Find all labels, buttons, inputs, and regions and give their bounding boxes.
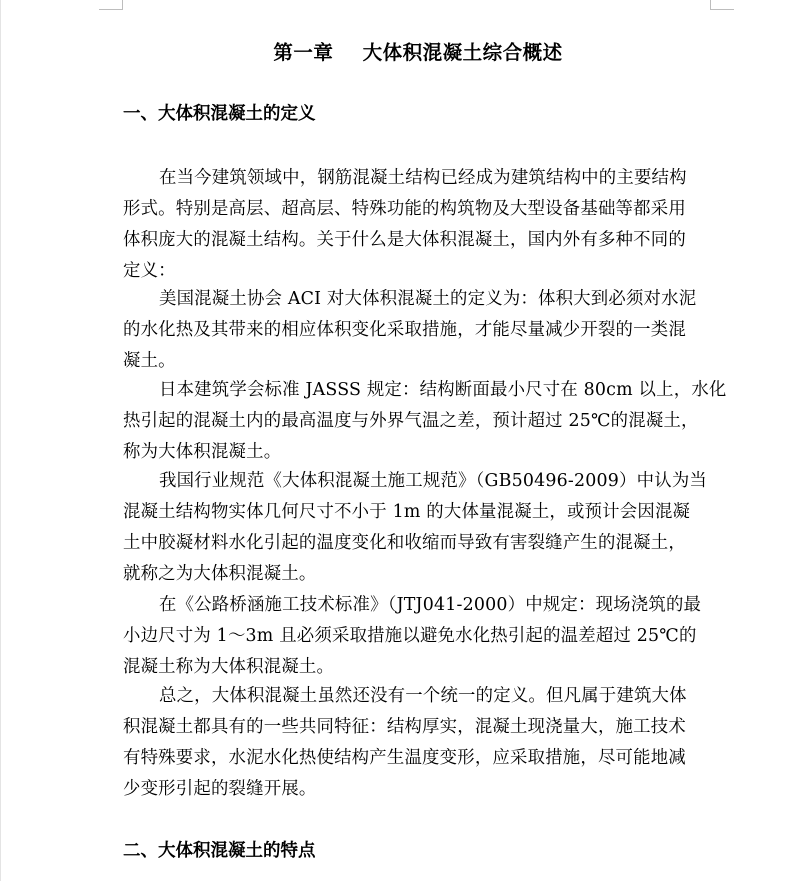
paragraph-aci-definition (123, 284, 713, 377)
text-line: 形式。特别是高层、超高层、特殊功能的构筑物及大型设备基础等都采用 (123, 199, 686, 219)
text-line: 凝土。 (123, 351, 176, 371)
text-line: 日本建筑学会标准 JASSS 规定：结构断面最小尺寸在 80cm 以上，水化 (159, 380, 727, 400)
paragraph-summary (123, 681, 713, 805)
crop-mark-top-right-horizontal (710, 9, 734, 10)
text-line: 混凝土结构物实体几何尺寸不小于 1m 的大体量混凝土，或预计会因混凝 (123, 502, 691, 522)
text-line: 总之，大体积混凝土虽然还没有一个统一的定义。但凡属于建筑大体 (159, 686, 687, 706)
paragraph-gb50496-definition (123, 466, 713, 590)
crop-mark-top-right-vertical (710, 0, 711, 9)
text-line: 有特殊要求，水泥水化热使结构产生温度变形，应采取措施，尽可能地减 (123, 748, 686, 768)
text-line: 称为大体积混凝土。 (123, 442, 282, 462)
text-line: 在《公路桥涵施工技术标准》（JTJ041-2000）中规定：现场浇筑的最 (159, 595, 702, 615)
text-line: 混凝土称为大体积混凝土。 (123, 657, 335, 677)
paragraph-jasss-definition (123, 375, 727, 468)
text-line: 我国行业规范《大体积混凝土施工规范》（GB50496-2009）中认为当 (159, 471, 708, 491)
text-line: 少变形引起的裂缝开展。 (123, 779, 317, 799)
section-heading-characteristics: 二、大体积混凝土的特点 (123, 841, 316, 861)
text-line: 在当今建筑领域中，钢筋混凝土结构已经成为建筑结构中的主要结构 (159, 168, 687, 188)
text-line: 美国混凝土协会 ACI 对大体积混凝土的定义为：体积大到必须对水泥 (159, 289, 697, 309)
text-line: 土中胶凝材料水化引起的温度变化和收缩而导致有害裂缝产生的混凝土， (123, 533, 686, 553)
chapter-title: 第一章 大体积混凝土综合概述 (273, 41, 563, 64)
text-line: 定义： (123, 261, 176, 281)
text-line: 热引起的混凝土内的最高温度与外界气温之差，预计超过 25℃的混凝土， (123, 411, 699, 431)
crop-mark-top-left-vertical (122, 0, 123, 9)
section-heading-definition: 一、大体积混凝土的定义 (123, 104, 316, 124)
text-line: 就称之为大体积混凝土。 (123, 564, 317, 584)
text-line: 的水化热及其带来的相应体积变化采取措施，才能尽量减少开裂的一类混 (123, 320, 686, 340)
paragraph-intro (123, 163, 713, 287)
text-line: 小边尺寸为 1～3m 且必须采取措施以避免水化热引起的温差超过 25℃的 (123, 626, 697, 646)
paragraph-jtj041-definition (123, 590, 713, 683)
text-line: 体积庞大的混凝土结构。关于什么是大体积混凝土，国内外有多种不同的 (123, 230, 686, 250)
text-line: 积混凝土都具有的一些共同特征：结构厚实，混凝土现浇量大，施工技术 (123, 717, 686, 737)
crop-mark-top-left-horizontal (99, 9, 123, 10)
